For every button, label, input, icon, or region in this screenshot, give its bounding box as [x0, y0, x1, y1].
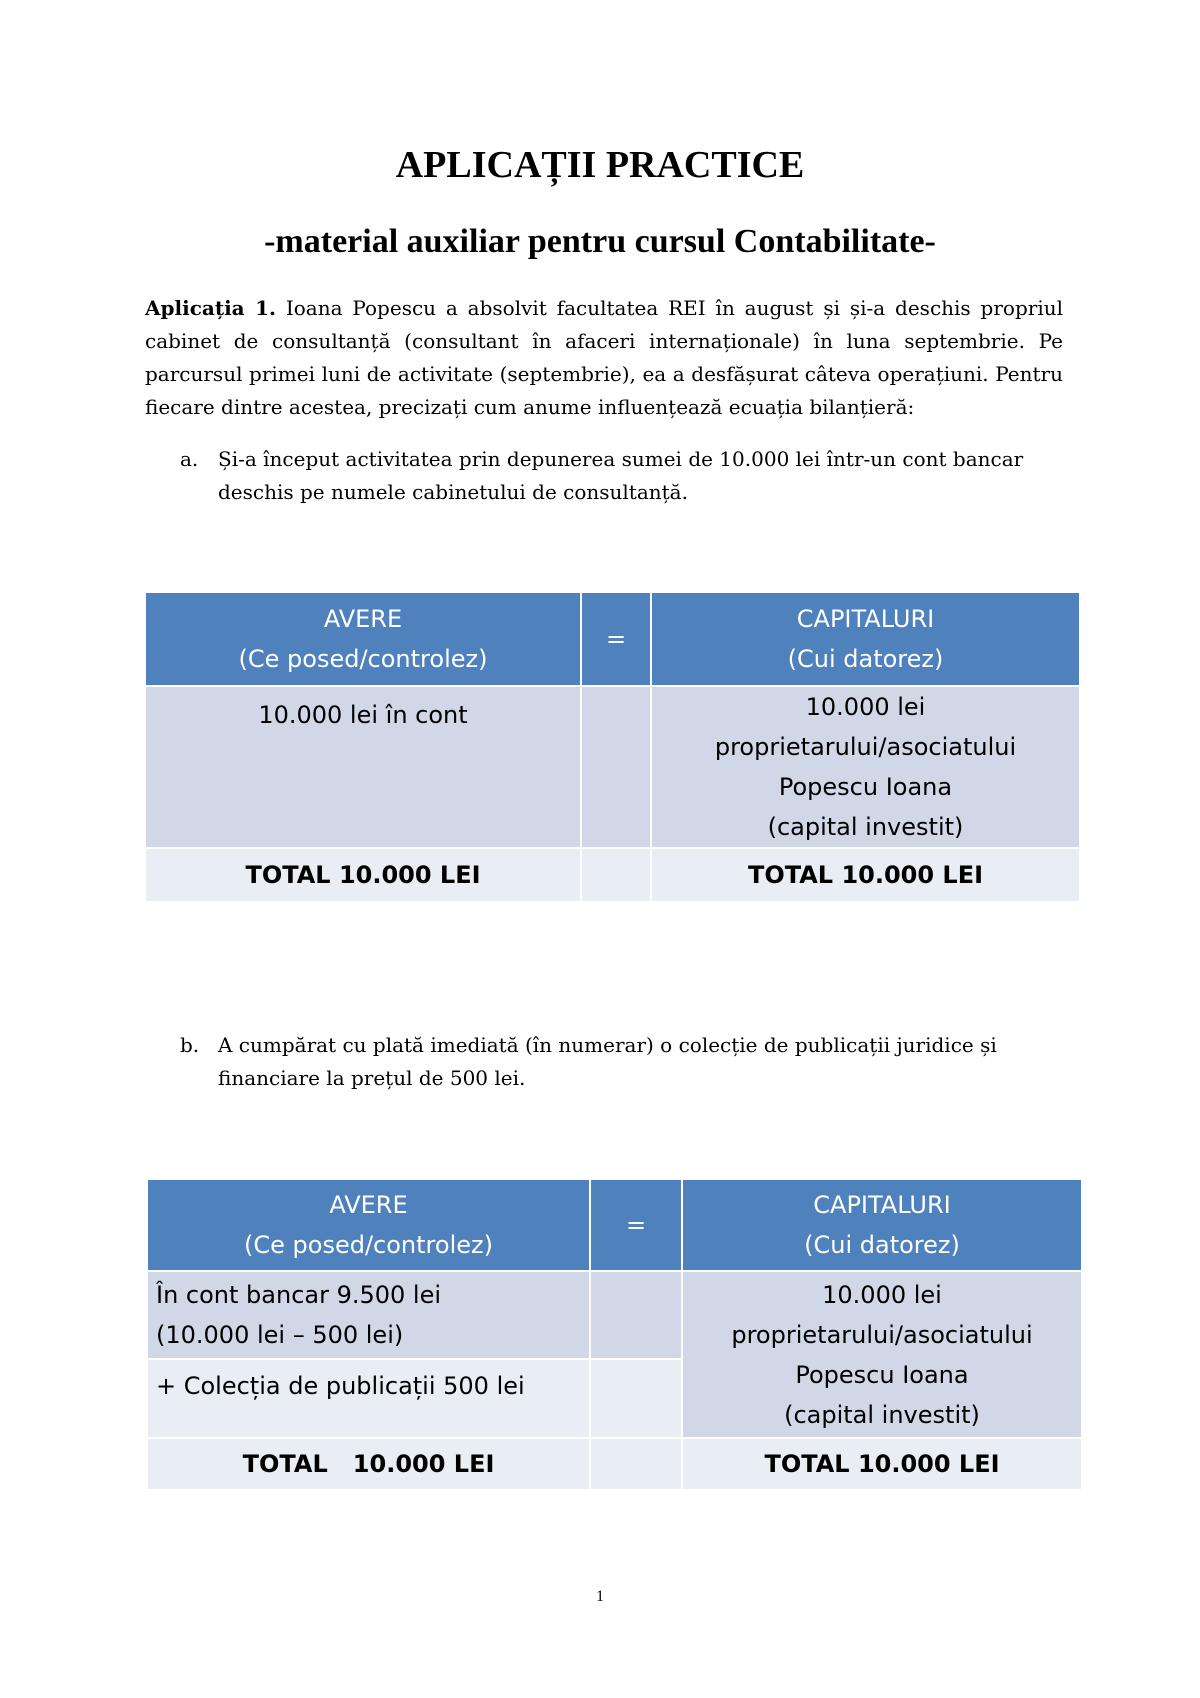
application-intro: [145, 292, 1063, 424]
total-equals-empty: [590, 1438, 682, 1490]
header-capitaluri: CAPITALURI (Cui datorez): [682, 1179, 1082, 1271]
total-avere: TOTAL 10.000 LEI: [147, 1438, 590, 1490]
capitaluri-cell: 10.000 lei proprietarului/asociatului Popescu Ioana (capital investit): [682, 1271, 1082, 1438]
equals-empty-cell: [590, 1359, 682, 1438]
avere-cell: 10.000 lei în cont: [145, 686, 581, 848]
avere-cell-bank: În cont bancar 9.500 lei (10.000 lei – 500 lei): [147, 1271, 590, 1359]
list-item-b: [180, 1029, 1063, 1095]
header-capitaluri: CAPITALURI (Cui datorez): [651, 592, 1080, 686]
list-marker: a.: [180, 447, 199, 471]
document-title: APLICAȚII PRACTICE: [395, 144, 805, 186]
total-avere: TOTAL 10.000 LEI: [145, 848, 581, 902]
list-marker: b.: [180, 1033, 200, 1057]
application-text: Ioana Popescu a absolvit facultatea REI în august și și-a deschis propriul cabinet de consultanță (consultant în afaceri internaționale) în luna septembrie. Pe parcursul primei luni de activitate (septembrie), ea a desfășurat câteva operațiuni. Pentru fiecare dintre acestea, precizați cum anume influențează ecuația bilanțieră:: [145, 296, 1063, 419]
total-equals-empty: [581, 848, 651, 902]
header-avere: AVERE (Ce posed/controlez): [147, 1179, 590, 1271]
page-number: 1: [596, 1588, 604, 1605]
total-capitaluri: TOTAL 10.000 LEI: [651, 848, 1080, 902]
header-avere: AVERE (Ce posed/controlez): [145, 592, 581, 686]
balance-table-b: [146, 1178, 1083, 1491]
list-item-text: A cumpărat cu plată imediată (în numerar) o colecție de publicații juridice și financiare la prețul de 500 lei.: [218, 1033, 997, 1090]
list-item-text: Și-a început activitatea prin depunerea sumei de 10.000 lei într-un cont bancar deschis pe numele cabinetului de consultanță.: [218, 447, 1024, 504]
application-label: Aplicația 1.: [145, 296, 276, 320]
balance-table-a: [144, 591, 1081, 903]
capitaluri-cell: 10.000 lei proprietarului/asociatului Popescu Ioana (capital investit): [651, 686, 1080, 848]
document-subtitle: -material auxiliar pentru cursul Contabilitate-: [264, 223, 936, 260]
avere-cell-publications: + Colecția de publicații 500 lei: [147, 1359, 590, 1438]
equals-empty-cell: [590, 1271, 682, 1359]
header-equals: =: [581, 592, 651, 686]
header-equals: =: [590, 1179, 682, 1271]
list-item-a: [180, 443, 1063, 509]
total-capitaluri: TOTAL 10.000 LEI: [682, 1438, 1082, 1490]
equals-empty-cell: [581, 686, 651, 848]
